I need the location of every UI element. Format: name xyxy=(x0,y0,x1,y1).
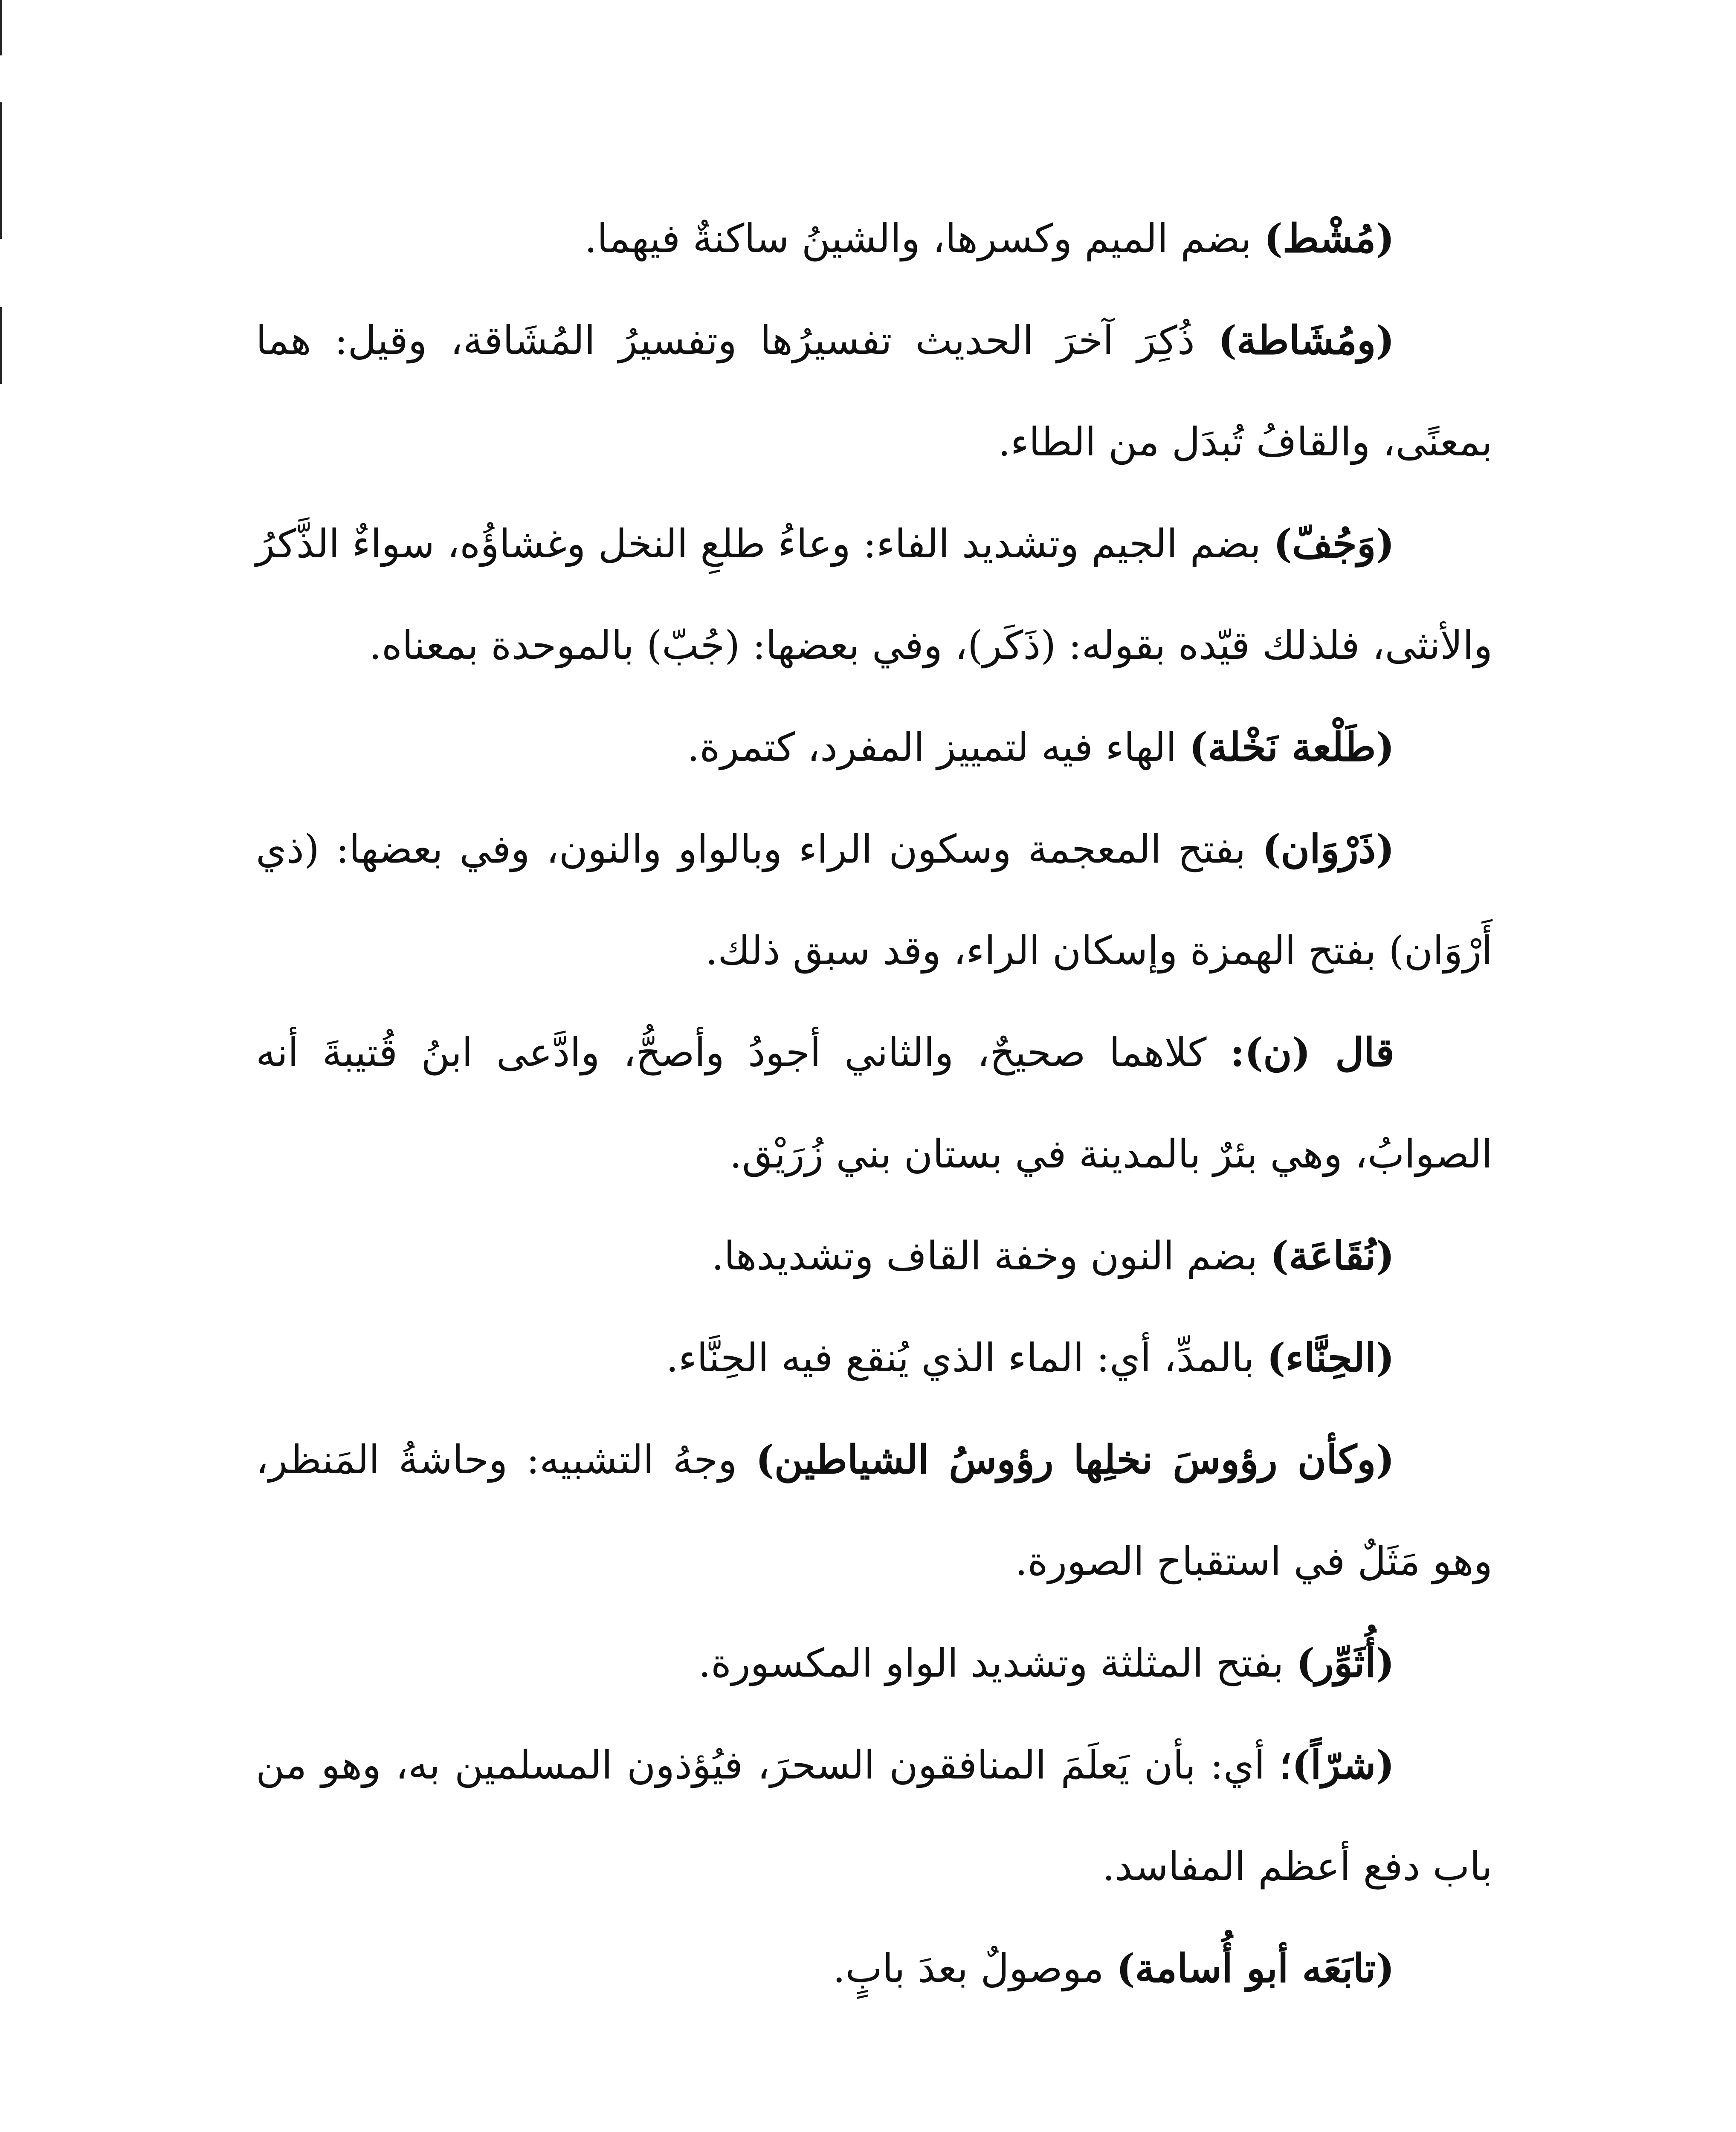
paragraph-heading: (نُقَاعَة) xyxy=(1270,1233,1394,1279)
paragraph xyxy=(256,188,1493,290)
paragraph-heading: (طَلْعة نَخْلة) xyxy=(1189,724,1394,770)
paragraph-heading: (وَجُفّ) xyxy=(1273,521,1394,567)
paragraph-heading: (الحِنَّاء) xyxy=(1266,1335,1394,1381)
paragraph xyxy=(256,1409,1493,1612)
scan-edge-mark xyxy=(0,0,2,55)
paragraph xyxy=(256,493,1493,696)
paragraph-heading: (مُشْط) xyxy=(1264,215,1394,261)
paragraph-text: ذُكِرَ آخرَ الحديث تفسيرُها وتفسيرُ المُشَاقة، وقيل: هما بمعنًى، والقافُ تُبدَل من الطاء. xyxy=(256,318,1493,465)
paragraph-text: موصولٌ بعدَ بابٍ. xyxy=(833,1946,1116,1991)
scan-edge-mark xyxy=(0,307,2,384)
paragraph xyxy=(256,1714,1493,1918)
paragraph xyxy=(256,1612,1493,1714)
paragraph-heading: (أُثَوِّر) xyxy=(1296,1640,1394,1686)
paragraph xyxy=(256,1002,1493,1205)
paragraph-heading: (وكأن رؤوسَ نخلِها رؤوسُ الشياطين) xyxy=(756,1437,1394,1483)
paragraph xyxy=(256,290,1493,493)
paragraph-text: بفتح المعجمة وسكون الراء وبالواو والنون، وفي بعضها: (ذي أَرْوَان) بفتح الهمزة وإسكان الراء، وقد سبق ذلك. xyxy=(256,826,1493,973)
paragraph-heading: قال (ن): xyxy=(1230,1029,1394,1075)
paragraph-heading: (شرّاً)؛ xyxy=(1279,1742,1394,1788)
paragraph xyxy=(256,1205,1493,1307)
page-body xyxy=(256,188,1493,2019)
scan-edge-mark xyxy=(0,102,2,239)
paragraph-heading: (ومُشَاطة) xyxy=(1218,317,1394,363)
paragraph-text: بالمدِّ، أي: الماء الذي يُنقع فيه الحِنَّاء. xyxy=(666,1335,1267,1381)
paragraph-text: بضم النون وخفة القاف وتشديدها. xyxy=(711,1233,1270,1279)
paragraph-text: أي: بأن يَعلَمَ المنافقون السحرَ، فيُؤذون المسلمين به، وهو من باب دفع أعظم المفاسد. xyxy=(256,1742,1493,1889)
paragraph-heading: (ذَرْوَان) xyxy=(1262,826,1394,872)
paragraph xyxy=(256,798,1493,1002)
paragraph-text: بضم الميم وكسرها، والشينُ ساكنةٌ فيهما. xyxy=(584,216,1264,261)
paragraph-text: وجهُ التشبيه: وحاشةُ المَنظر، وهو مَثَلٌ في استقباح الصورة. xyxy=(256,1437,1493,1584)
paragraph-text: بضم الجيم وتشديد الفاء: وعاءُ طلعِ النخل وغشاؤُه، سواءٌ الذَّكرُ والأنثى، فلذلك قيّده بقوله: (ذَكَر)، وفي بعضها: (جُبّ) بالموحدة بمعناه. xyxy=(256,521,1493,668)
paragraph-heading: (تابَعَه أبو أُسامة) xyxy=(1116,1945,1394,1991)
paragraph-text: بفتح المثلثة وتشديد الواو المكسورة. xyxy=(698,1640,1296,1686)
paragraph xyxy=(256,1918,1493,2019)
paragraph xyxy=(256,1307,1493,1409)
paragraph-text: الهاء فيه لتمييز المفرد، كتمرة. xyxy=(687,724,1189,770)
paragraph xyxy=(256,696,1493,798)
paragraph-text: كلاهما صحيحٌ، والثاني أجودُ وأصحُّ، وادَّعى ابنُ قُتيبةَ أنه الصوابُ، وهي بئرٌ بالمدينة في بستان بني زُرَيْق. xyxy=(256,1030,1493,1177)
